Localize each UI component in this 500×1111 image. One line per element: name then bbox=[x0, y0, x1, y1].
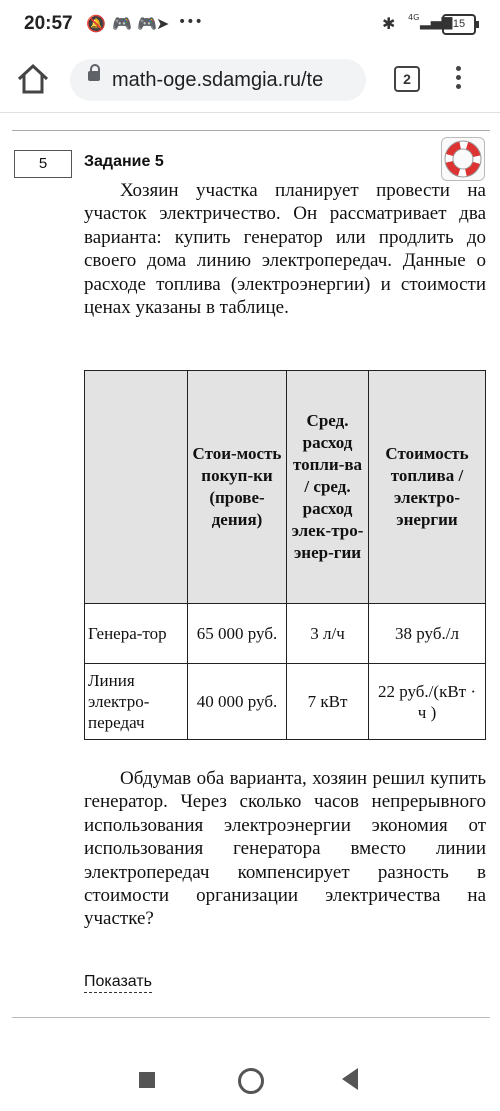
home-icon[interactable] bbox=[16, 62, 50, 96]
table-cell: 3 л/ч bbox=[287, 604, 369, 664]
table-cell: 7 кВт bbox=[287, 664, 369, 740]
table-cell: 22 руб./(кВт · ч ) bbox=[369, 664, 486, 740]
task-intro: Хозяин участка планирует провести на участок электричество. Он рассматривает два варианта: купить генератор или продлить до своего дома линию электропередач. Данные о расходе топлива (электроэнергии) и стоимости ценах указаны в таблице. bbox=[84, 180, 486, 319]
lifebuoy-icon[interactable] bbox=[441, 137, 485, 181]
table-row bbox=[85, 664, 486, 740]
table-cell: 40 000 руб. bbox=[188, 664, 287, 740]
url-text[interactable]: math-oge.sdamgia.ru/te bbox=[112, 69, 324, 91]
send-icon: ➤ bbox=[156, 14, 170, 33]
table-header-cell: Стоимость топлива / электро-энергии bbox=[369, 371, 486, 604]
divider bbox=[12, 130, 490, 131]
table-header-cell: Сред. расход топли-ва / сред. расход элек-тро-энер-гии bbox=[287, 371, 369, 604]
show-answer-link[interactable]: Показать bbox=[84, 973, 152, 993]
bluetooth-icon: ✱ bbox=[382, 14, 396, 33]
table-cell: Генера-тор bbox=[85, 604, 188, 664]
game-icon-2: 🎮 bbox=[137, 14, 157, 33]
table-header-row bbox=[85, 371, 486, 604]
clock: 20:57 bbox=[24, 13, 73, 34]
data-table bbox=[84, 370, 486, 740]
menu-icon[interactable] bbox=[456, 66, 462, 94]
network-type: 4G bbox=[408, 13, 420, 22]
table-row bbox=[85, 604, 486, 664]
address-bar[interactable] bbox=[70, 59, 366, 101]
system-nav-bar bbox=[0, 1050, 500, 1111]
lock-icon bbox=[88, 71, 100, 81]
recents-icon[interactable] bbox=[139, 1072, 155, 1088]
table-header-cell: Стои-мость покуп-ки (прове-дения) bbox=[188, 371, 287, 604]
mute-icon: 🔕 bbox=[86, 14, 106, 33]
browser-toolbar bbox=[0, 48, 500, 113]
table-cell: 65 000 руб. bbox=[188, 604, 287, 664]
divider bbox=[12, 1017, 490, 1018]
back-icon[interactable] bbox=[342, 1068, 358, 1090]
status-bar bbox=[0, 0, 500, 48]
battery-icon: 15 bbox=[442, 14, 476, 35]
task-question: Обдумав оба варианта, хозяин решил купить генератор. Через сколько часов непрерывного использования электроэнергии экономия от использования генератора вместо линии электропередач компенсирует разность в стоимости организации электричества на участке? bbox=[84, 768, 486, 930]
table-cell: Линия электро-передач bbox=[85, 664, 188, 740]
table-cell: 38 руб./л bbox=[369, 604, 486, 664]
game-icon: 🎮 bbox=[112, 14, 132, 33]
task-number: 5 bbox=[14, 150, 72, 178]
task-title: Задание 5 bbox=[84, 153, 164, 170]
table-header-cell bbox=[85, 371, 188, 604]
more-icon: ••• bbox=[178, 14, 203, 30]
tab-switcher-button[interactable]: 2 bbox=[394, 66, 420, 92]
signal-icon: ▂▄▆ bbox=[420, 14, 453, 30]
home-nav-icon[interactable] bbox=[238, 1068, 264, 1094]
